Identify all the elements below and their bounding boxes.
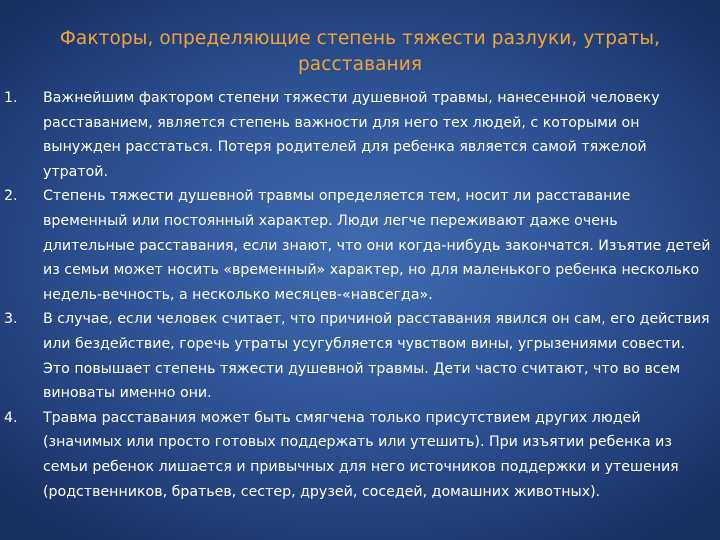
list-item-text: Степень тяжести душевной травмы определяется тем, носит ли расставание временный или постоянный характер. Люди легче переживают даже очень длительные расставания, если знают, что они когда-нибудь закончатся. Изъятие детей из семьи может носить «временный» характер, но для маленького ребенка несколько недель-вечность, а несколько месяцев-«навсегда». <box>43 188 711 303</box>
list-item-number: 2. <box>4 188 18 205</box>
slide-title-line-1: Факторы, определяющие степень тяжести разлуки, утраты, <box>59 28 661 49</box>
list-item-number: 4. <box>4 409 18 426</box>
list-item <box>0 86 720 184</box>
list-item-number: 3. <box>4 311 18 328</box>
list-item <box>0 307 720 405</box>
factors-list <box>0 86 720 504</box>
list-item-text: В случае, если человек считает, что причиной расставания явился он сам, его действия или бездействие, горечь утраты усугубляется чувством вины, угрызениями совести. Это повышает степень тяжести душевной травмы. Дети часто считают, что во всем виноваты именно они. <box>43 311 710 402</box>
list-item-text: Важнейшим фактором степени тяжести душевной травмы, нанесенной человеку расставанием, является степень важности для него тех людей, с которыми он вынужден расстаться. Потеря родителей для ребенка является самой тяжелой утратой. <box>43 90 660 180</box>
list-item <box>0 184 720 307</box>
slide-title-line-2: расставания <box>297 54 423 75</box>
list-item-text: Травма расставания может быть смягчена только присутствием других людей (значимых или просто готовых поддержать или утешить). При изъятии ребенка из семьи ребенок лишается и привычных для него источников поддержки и утешения (родственников, братьев, сестер, друзей, соседей, домашних животных). <box>43 409 679 500</box>
list-item <box>0 406 720 504</box>
slide-title <box>30 26 690 78</box>
list-item-number: 1. <box>4 90 18 106</box>
